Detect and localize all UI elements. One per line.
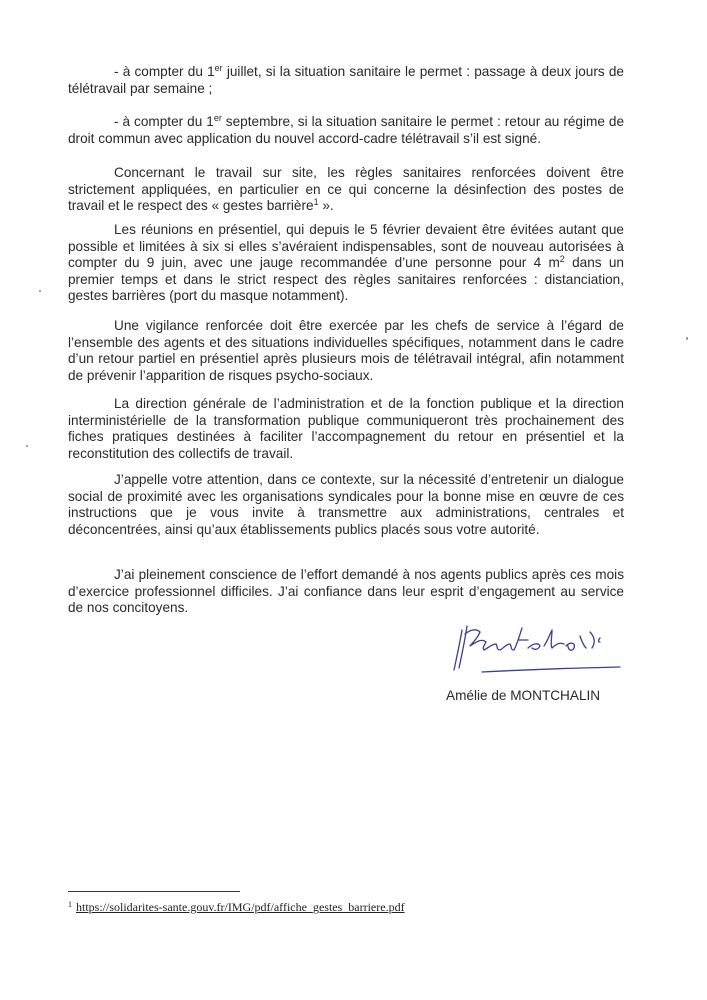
paragraph-text: septembre, si la situation sanitaire le permet : retour au régime de droit commun avec application du nouvel accord-cadre télétravail s’il est signé. (68, 114, 625, 146)
paragraph-text: dans un premier temps et dans le strict respect des règles sanitaires renforcées : distanciation, gestes barrières (port du masque notamment). (68, 255, 624, 303)
scan-speck (39, 290, 41, 292)
paragraph-text: Concernant le travail sur site, les règles sanitaires renforcées doivent être strictement appliquées, en particulier en ce qui concerne la désinfection des postes de travail et le respect des « gestes barrière (68, 165, 624, 213)
scan-speck (26, 445, 28, 447)
footnote-separator (68, 891, 240, 892)
footnote-reference: 1 (313, 197, 319, 207)
paragraph-text: - à compter du 1 (114, 114, 214, 129)
paragraph-text: ». (318, 198, 334, 213)
scan-speck (686, 337, 688, 340)
paragraph-text: juillet, si la situation sanitaire le permet : passage à deux jours de télétravail par semaine ; (68, 64, 624, 96)
paragraph-practical-sheets: La direction générale de l’administration et de la fonction publique et la direction interministérielle de la transformation publique communiqueront très prochainement des fiches pratiques destinées à faciliter l’accompagnement du retour en présentiel et la reconstitution des collectifs de travail. (68, 396, 624, 461)
signature-icon (440, 612, 640, 684)
paragraph-text: - à compter du 1 (114, 64, 215, 79)
superscript-ordinal: er (213, 113, 222, 123)
paragraph-onsite-rules (68, 165, 624, 215)
superscript-ordinal: er (214, 63, 223, 73)
footnote (68, 900, 405, 914)
footnote-marker: 1 (68, 900, 72, 909)
paragraph-closing: J’ai pleinement conscience de l’effort demandé à nos agents publics après ces mois d’exercice professionnel difficiles. J’ai confiance dans leur esprit d’engagement au service de nos concitoyens. (68, 567, 624, 615)
paragraph-social-dialogue: J’appelle votre attention, dans ce contexte, sur la nécessité d’entretenir un dialogue social de proximité avec les organisations syndicales pour la bonne mise en œuvre de ces instructions que je vous invite à transmettre aux administrations, centrales et déconcentrées, ainsi qu’aux établissements publics placés sous votre autorité. (68, 472, 624, 537)
paragraph-september-return (68, 114, 624, 147)
signer-name: Amélie de MONTCHALIN (446, 688, 601, 703)
paragraph-july-telework (68, 64, 624, 97)
paragraph-text: Les réunions en présentiel, qui depuis le 5 février devaient être évitées autant que possible et limitées à six si elles s’avéraient indispensables, sont de nouveau autorisées à compter du 9 juin, avec une jauge recommandée d’une personne pour 4 m (68, 222, 624, 270)
footnote-link[interactable]: https://solidarites-sante.gouv.fr/IMG/pdf/affiche_gestes_barriere.pdf (76, 900, 405, 914)
paragraph-meetings (68, 222, 624, 305)
handwritten-signature (440, 612, 640, 684)
paragraph-vigilance: Une vigilance renforcée doit être exercée par les chefs de service à l’égard de l’ensemble des agents et des situations individuelles spécifiques, notamment dans le cadre d’un retour partiel en présentiel après plusieurs mois de télétravail intégral, afin notamment de prévenir l’apparition de risques psycho-sociaux. (68, 318, 624, 383)
superscript-squared: 2 (559, 254, 565, 264)
